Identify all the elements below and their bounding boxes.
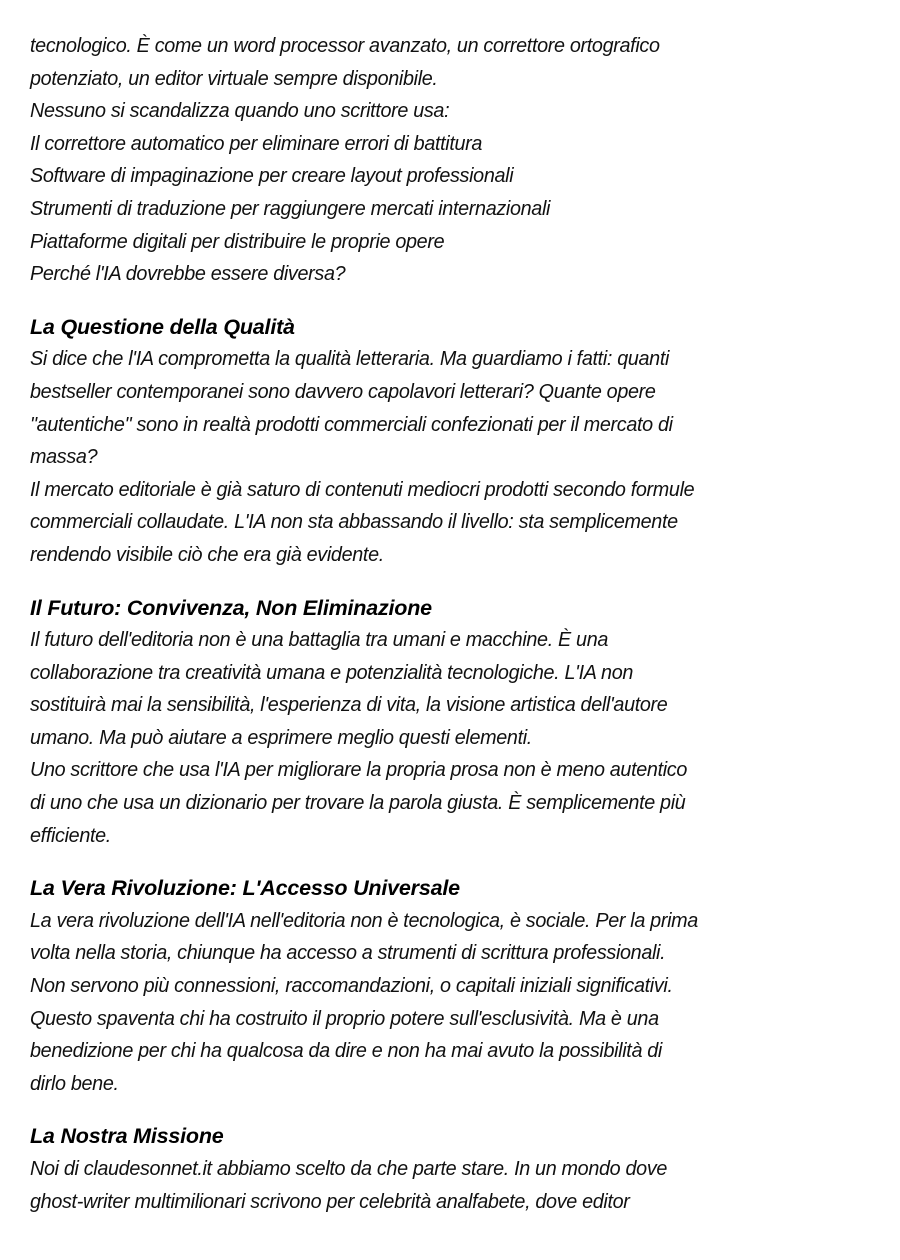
body-line: Non servono più connessioni, raccomandazioni, o capitali iniziali significativi. — [30, 974, 673, 998]
body-line: Uno scrittore che usa l'IA per migliorare la propria prosa non è meno autentico — [30, 758, 688, 782]
section-heading: La Nostra Missione — [30, 1124, 224, 1149]
body-line: commerciali collaudate. L'IA non sta abbassando il livello: sta semplicemente — [30, 510, 678, 534]
body-line: collaborazione tra creatività umana e potenzialità tecnologiche. L'IA non — [30, 660, 634, 684]
body-line: di uno che usa un dizionario per trovare la parola giusta. È semplicemente più — [30, 791, 686, 815]
body-line: efficiente. — [30, 823, 111, 847]
body-line: Nessuno si scandalizza quando uno scrittore usa: — [30, 99, 450, 123]
section-revolution — [30, 872, 890, 1100]
section-mission — [30, 1120, 890, 1218]
section-heading: Il Futuro: Convivenza, Non Eliminazione — [30, 595, 432, 620]
body-line: La vera rivoluzione dell'IA nell'editoria non è tecnologica, è sociale. Per la prima — [30, 908, 698, 932]
body-line: ghost-writer multimilionari scrivono per celebrità analfabete, dove editor — [30, 1189, 630, 1213]
list-item: Piattaforme digitali per distribuire le proprie opere — [30, 229, 445, 253]
body-line: umano. Ma può aiutare a esprimere meglio questi elementi. — [30, 725, 532, 749]
section-future — [30, 592, 890, 853]
body-line: Il mercato editoriale è già saturo di contenuti mediocri prodotti secondo formule — [30, 477, 695, 501]
section-heading: La Vera Rivoluzione: L'Accesso Universale — [30, 876, 460, 901]
body-line: potenziato, un editor virtuale sempre disponibile. — [30, 66, 438, 90]
body-line: "autentiche" sono in realtà prodotti commerciali confezionati per il mercato di — [30, 412, 673, 436]
body-line: Perché l'IA dovrebbe essere diversa? — [30, 262, 346, 286]
body-line: massa? — [30, 445, 98, 469]
body-line: bestseller contemporanei sono davvero capolavori letterari? Quante opere — [30, 379, 656, 403]
body-line: volta nella storia, chiunque ha accesso a strumenti di scrittura professionali. — [30, 941, 666, 965]
list-item: Software di impaginazione per creare layout professionali — [30, 164, 514, 188]
body-line: benedizione per chi ha qualcosa da dire e non ha mai avuto la possibilità di — [30, 1039, 662, 1063]
body-line: Noi di claudesonnet.it abbiamo scelto da che parte stare. In un mondo dove — [30, 1157, 668, 1180]
section-heading: La Questione della Qualità — [30, 314, 295, 339]
body-line: sostituirà mai la sensibilità, l'esperienza di vita, la visione artistica dell'autore — [30, 693, 668, 717]
body-line: tecnologico. È come un word processor avanzato, un correttore ortografico — [30, 34, 660, 57]
body-line: Il futuro dell'editoria non è una battaglia tra umani e macchine. È una — [30, 628, 609, 652]
document-page — [30, 30, 890, 1218]
body-line: rendendo visibile ciò che era già evidente. — [30, 542, 384, 566]
section-quality — [30, 311, 890, 572]
body-line: Questo spaventa chi ha costruito il proprio potere sull'esclusività. Ma è una — [30, 1006, 659, 1030]
intro-section — [30, 30, 890, 291]
body-line: dirlo bene. — [30, 1071, 119, 1095]
list-item: Il correttore automatico per eliminare errori di battitura — [30, 131, 483, 155]
list-item: Strumenti di traduzione per raggiungere mercati internazionali — [30, 196, 551, 220]
body-line: Si dice che l'IA comprometta la qualità letteraria. Ma guardiamo i fatti: quanti — [30, 347, 670, 371]
